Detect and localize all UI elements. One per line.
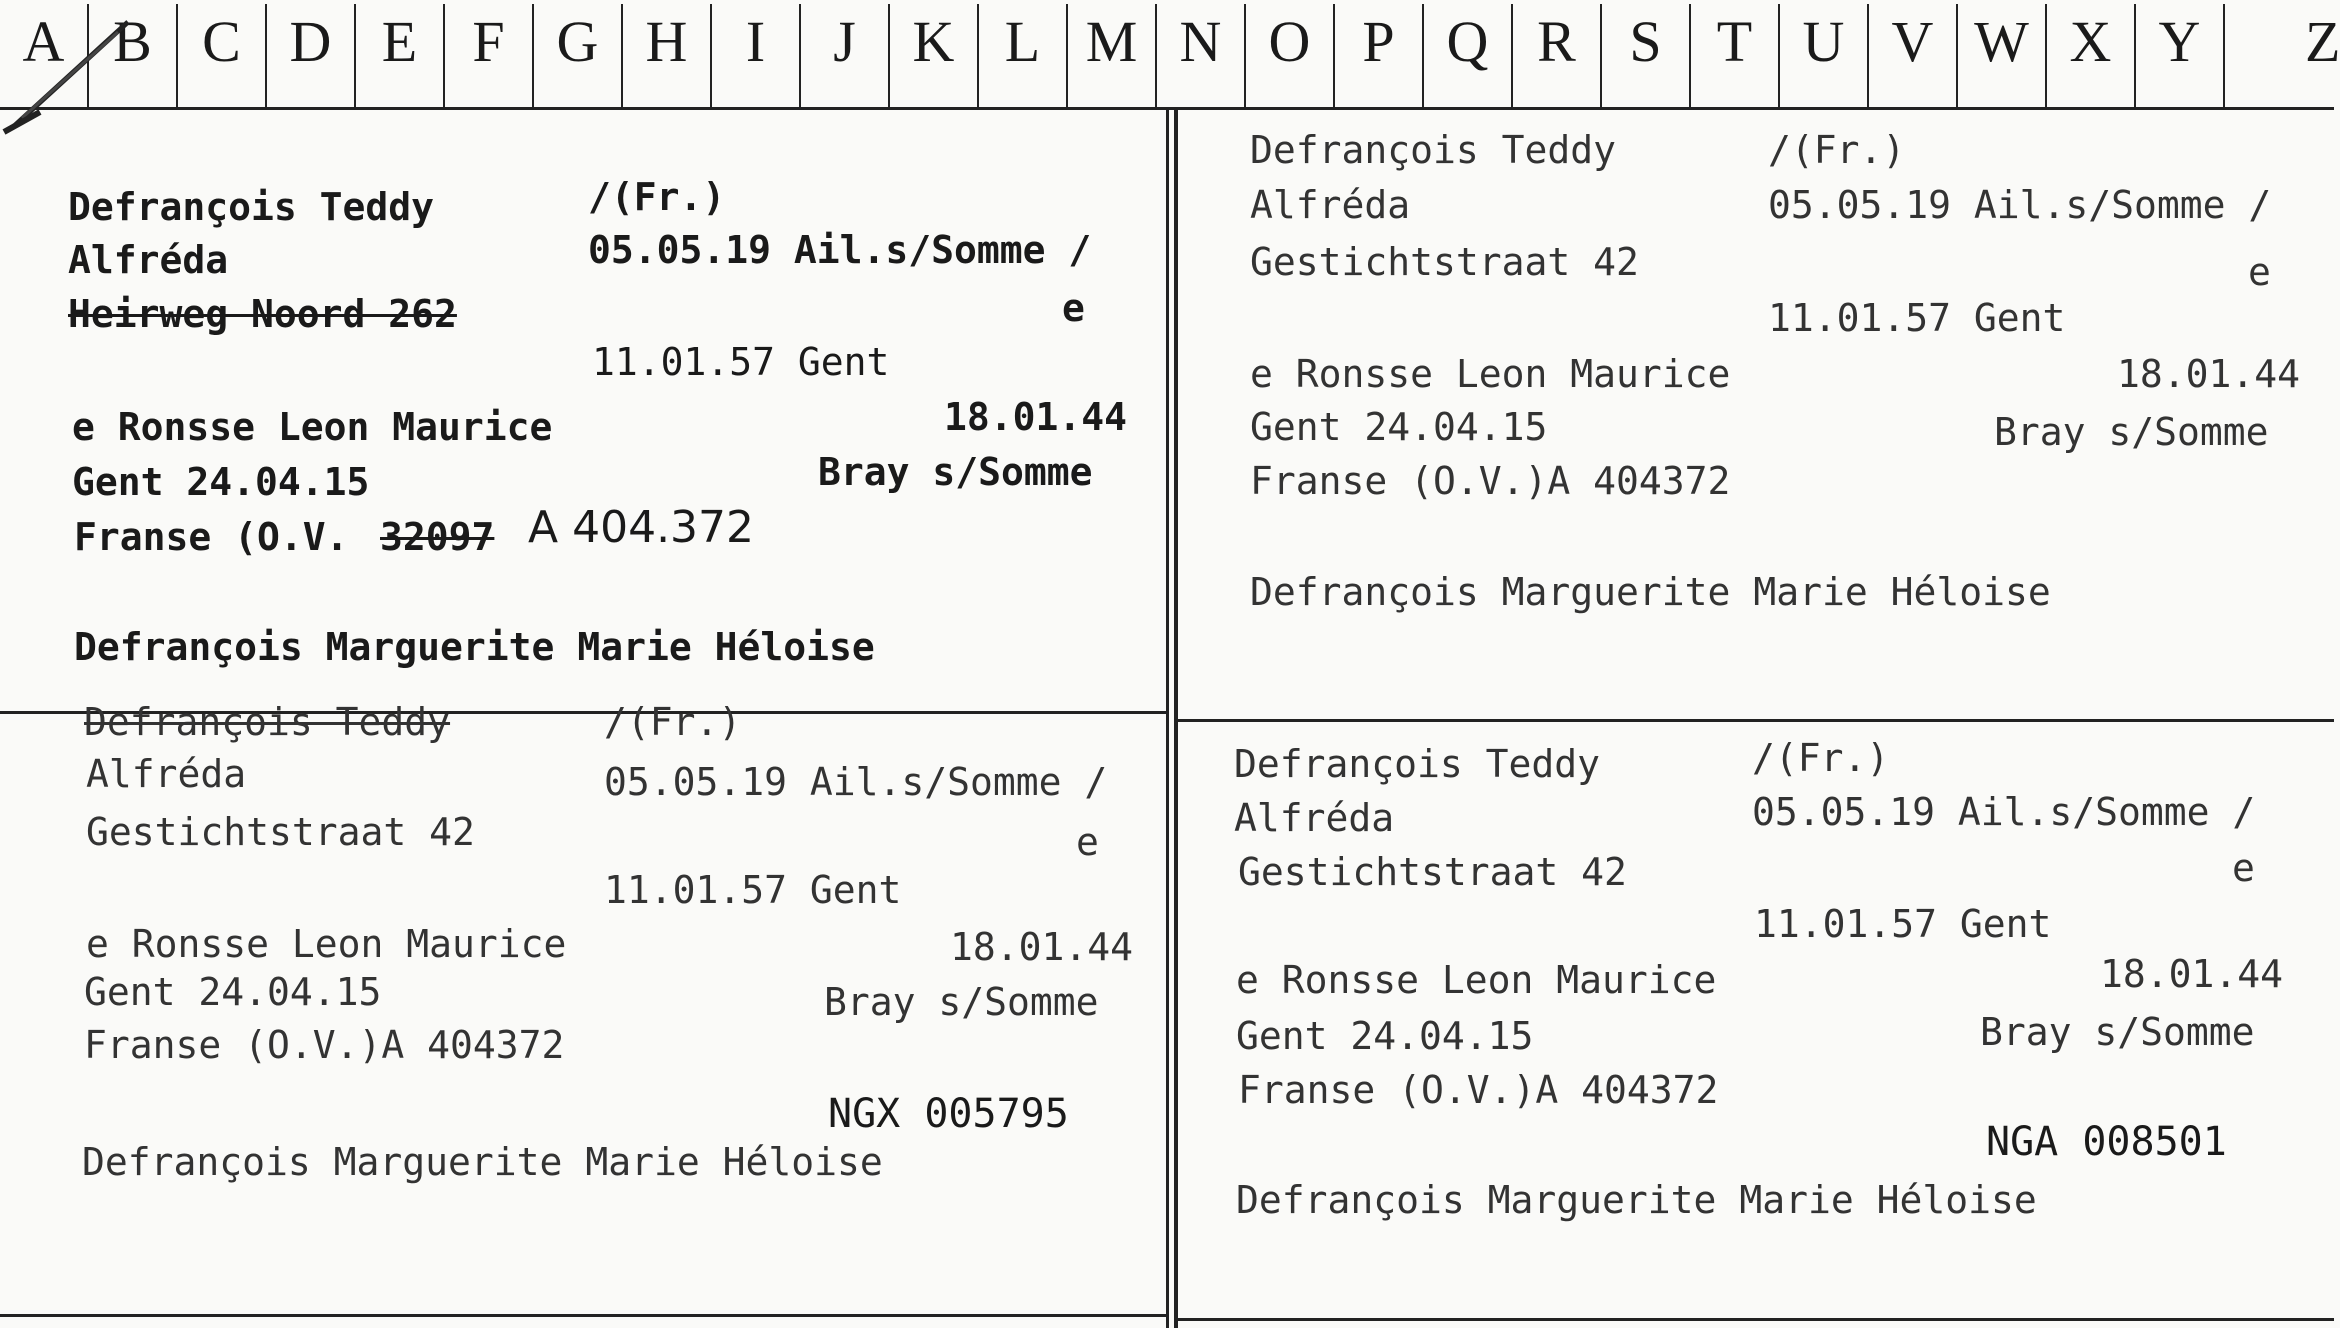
index-letter-j: J [801,4,890,108]
card-nationality: /(Fr.) [1768,128,1906,172]
card-marriage-date: 18.01.44 [2117,352,2301,396]
card-name: Defrançois Teddy [1250,128,1617,172]
card-registered: 11.01.57 Gent [1754,902,2052,946]
card-spouse: e Ronsse Leon Maurice [72,405,553,449]
card-name: Defrançois Teddy [68,185,435,229]
card-spouse-birth: Gent 24.04.15 [72,460,370,504]
index-letter-g: G [534,4,623,108]
card-spouse-birth: Gent 24.04.15 [84,970,382,1014]
card-marker: e [1062,286,1085,330]
index-letter-a: A [0,4,89,108]
card-mother: Defrançois Marguerite Marie Héloise [1250,570,2051,614]
card-name: Defrançois Teddy [1234,742,1601,786]
card-marker: e [1076,820,1099,864]
index-letter-b: B [89,4,178,108]
card-document-prefix: Franse (O.V. [74,515,349,559]
index-letter-y: Y [2136,4,2225,108]
card-nationality: /(Fr.) [588,175,726,219]
card-marriage-place: Bray s/Somme [1980,1010,2255,1054]
card-address-struck: Heirweg Noord 262 [68,292,457,336]
index-letter-k: K [890,4,979,108]
index-letter-u: U [1780,4,1869,108]
card-marriage-place: Bray s/Somme [824,980,1099,1024]
index-letter-f: F [445,4,534,108]
index-letter-r: R [1513,4,1602,108]
card-divider-right [1176,719,2334,722]
card-marriage-date: 18.01.44 [944,395,1128,439]
card-first-name: Alfréda [1234,796,1395,840]
card-spouse-birth: Gent 24.04.15 [1250,405,1548,449]
index-letter-z: Z [2305,9,2340,74]
card-document-struck: 32097 [380,515,495,559]
card-first-name: Alfréda [68,238,229,282]
card-document: Franse (O.V.)A 404372 [1238,1068,1719,1112]
index-letter-h: H [623,4,712,108]
card-mother: Defrançois Marguerite Marie Héloise [1236,1178,2037,1222]
card-document-handwritten: A 404.372 [528,502,755,553]
card-first-name: Alfréda [1250,183,1411,227]
card-nationality: /(Fr.) [1752,736,1890,780]
index-letter-l: L [979,4,1068,108]
index-letter-p: P [1335,4,1424,108]
alphabet-index-strip [0,0,2340,110]
card-marriage-place: Bray s/Somme [818,450,1093,494]
pen-slash-mark [0,0,160,150]
index-letter-d: D [267,4,356,108]
index-letter-m: M [1068,4,1157,108]
card-name: Defrançois Teddy [84,700,451,744]
card-document: Franse (O.V.)A 404372 [84,1023,565,1067]
card-spouse: e Ronsse Leon Maurice [1250,352,1731,396]
card-bottom-left [0,1314,1168,1317]
index-letter-i: I [712,4,801,108]
index-letter-t: T [1691,4,1780,108]
card-marker: e [2248,250,2271,294]
card-stamp-number: NGA 008501 [1986,1119,2227,1165]
card-address: Gestichtstraat 42 [1250,240,1639,284]
card-birth: 05.05.19 Ail.s/Somme / [1752,790,2256,834]
card-spouse-birth: Gent 24.04.15 [1236,1014,1534,1058]
card-mother: Defrançois Marguerite Marie Héloise [82,1140,883,1184]
index-letter-v: V [1869,4,1958,108]
index-letter-q: Q [1424,4,1513,108]
card-address: Gestichtstraat 42 [1238,850,1627,894]
left-card-border [1166,110,1169,1328]
index-letter-s: S [1602,4,1691,108]
card-registered: 11.01.57 Gent [1768,296,2066,340]
card-birth: 05.05.19 Ail.s/Somme / [588,228,1092,272]
card-registered: 11.01.57 Gent [592,340,890,384]
index-letter-n: N [1157,4,1246,108]
card-marker: e [2232,846,2255,890]
card-registered: 11.01.57 Gent [604,868,902,912]
card-marriage-date: 18.01.44 [950,925,1134,969]
card-first-name: Alfréda [86,752,247,796]
card-address: Gestichtstraat 42 [86,810,475,854]
card-stamp-number: NGX 005795 [828,1091,1069,1137]
index-letter-e: E [356,4,445,108]
index-letter-o: O [1246,4,1335,108]
index-letter-x: X [2047,4,2136,108]
card-mother: Defrançois Marguerite Marie Héloise [74,625,875,669]
card-marriage-date: 18.01.44 [2100,952,2284,996]
card-birth: 05.05.19 Ail.s/Somme / [604,760,1108,804]
index-letter-c: C [178,4,267,108]
index-letter-w: W [1958,4,2047,108]
card-document: Franse (O.V.)A 404372 [1250,459,1731,503]
card-marriage-place: Bray s/Somme [1994,410,2269,454]
card-spouse: e Ronsse Leon Maurice [86,922,567,966]
card-nationality: /(Fr.) [604,700,742,744]
card-spouse: e Ronsse Leon Maurice [1236,958,1717,1002]
card-bottom-right [1176,1318,2334,1321]
card-birth: 05.05.19 Ail.s/Somme / [1768,183,2272,227]
